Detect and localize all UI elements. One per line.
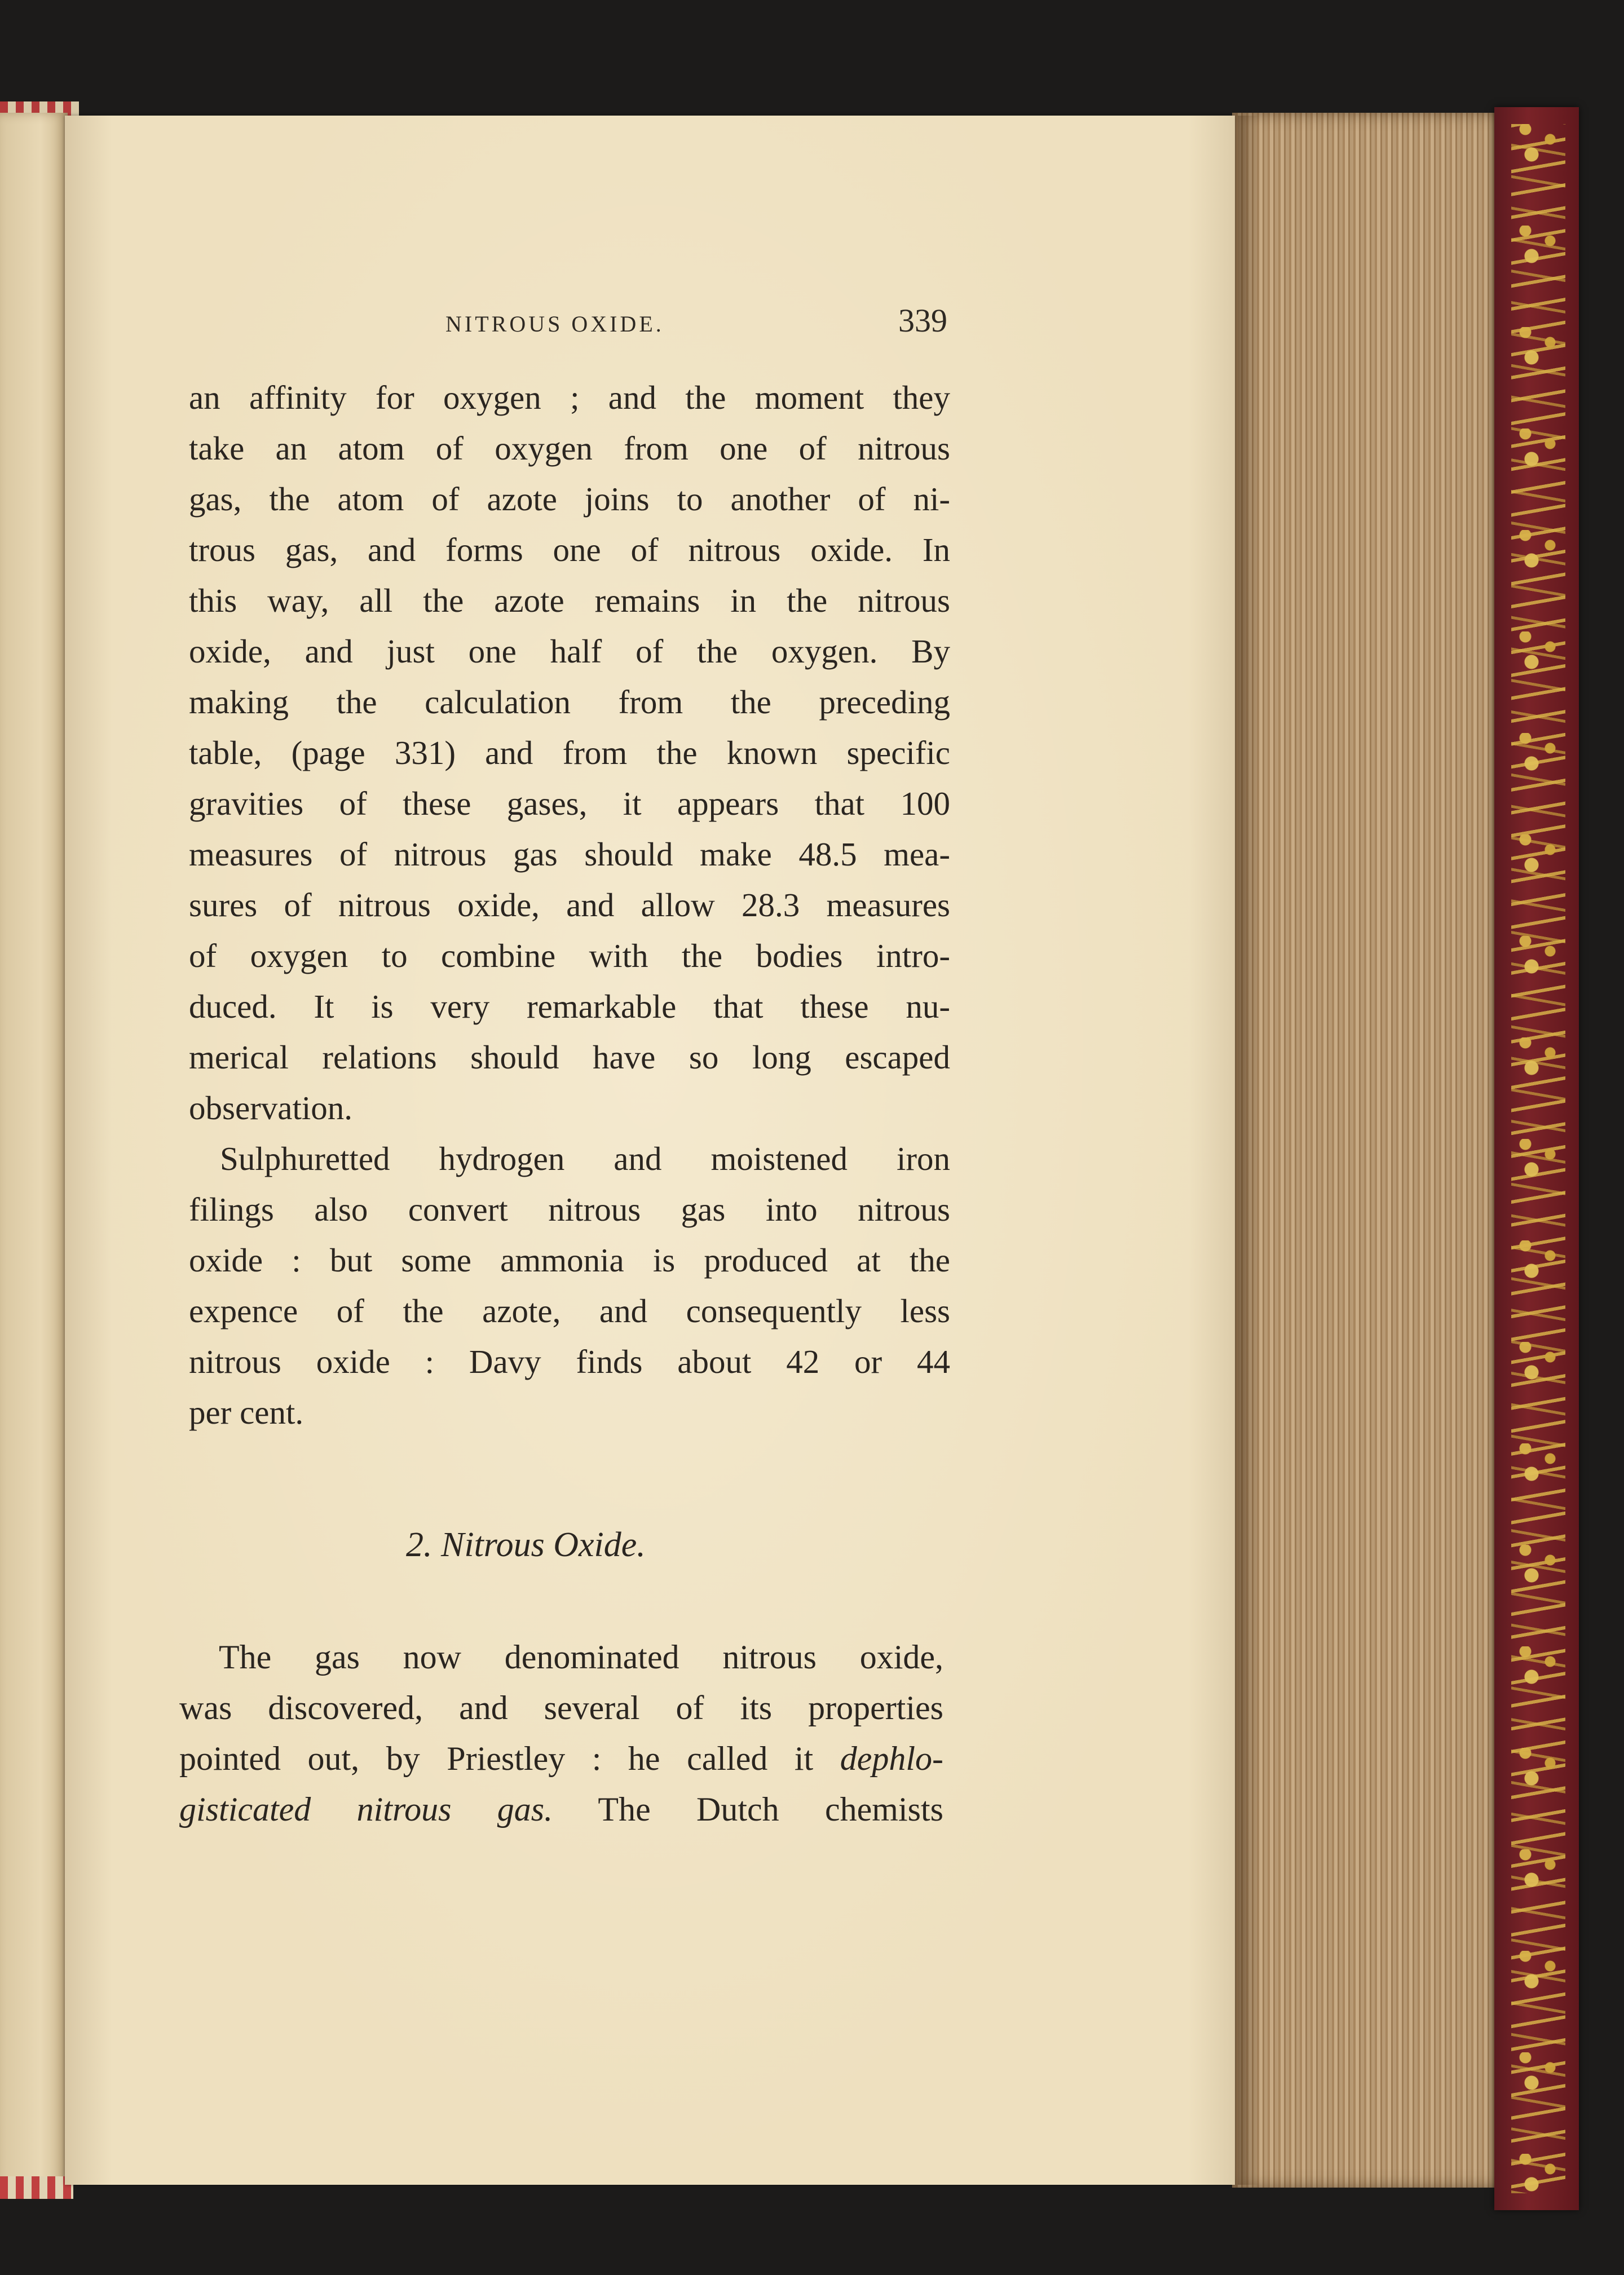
text-line: making the calculation from the preceding [189,683,950,721]
left-tailband [0,2176,73,2199]
text-line: this way, all the azote remains in the nitrous [189,582,950,619]
text-run: The Dutch chemists [553,1791,943,1828]
paragraph-1 [189,372,950,1438]
page-number: 339 [898,302,947,339]
text-line: take an atom of oxygen from one of nitrous [189,430,950,467]
italic-text-run: dephlo- [840,1740,943,1777]
text-line: gravities of these gases, it appears that 100 [189,785,950,822]
text-line: oxide : but some ammonia is produced at the [189,1242,950,1279]
text-line: duced. It is very remarkable that these nu- [189,988,950,1025]
italic-text-run: gisticated nitrous gas. [179,1791,553,1828]
text-line: expence of the azote, and consequently less [189,1292,950,1329]
section-heading: 2. Nitrous Oxide. [406,1526,646,1564]
text-line: trous gas, and forms one of nitrous oxide. In [189,531,950,568]
paragraph-3 [179,1632,943,1835]
text-line: merical relations should have so long escaped [189,1039,950,1076]
page-header [186,302,947,347]
text-line: Sulphuretted hydrogen and moistened iron [220,1140,950,1177]
text-line: table, (page 331) and from the known specific [189,734,950,771]
text-line: gas, the atom of azote joins to another of ni- [189,480,950,518]
text-line: sures of nitrous oxide, and allow 28.3 measures [189,886,950,924]
running-head: NITROUS OXIDE. [445,311,664,337]
text-line: observation. [189,1089,353,1127]
text-line: was discovered, and several of its properties [179,1689,943,1726]
text-line [179,1784,943,1835]
gilt-tooling-ornaments [1507,124,1569,2193]
page-edge-shadow [1238,116,1260,2185]
text-block-fore-edge [1232,113,1503,2188]
text-line: filings also convert nitrous gas into nitrous [189,1191,950,1228]
text-line: an affinity for oxygen ; and the moment they [189,379,950,416]
text-line: of oxygen to combine with the bodies intro- [189,937,950,974]
text-line [179,1734,943,1784]
text-run: pointed out, by Priestley : he called it [179,1740,840,1777]
text-line: measures of nitrous gas should make 48.5 mea- [189,836,950,873]
text-line: The gas now denominated nitrous oxide, [219,1638,943,1676]
text-line: oxide, and just one half of the oxygen. By [189,633,950,670]
text-line: nitrous oxide : Davy finds about 42 or 44 [189,1343,950,1380]
text-line: per cent. [189,1394,304,1431]
facing-page-edge [0,113,68,2193]
